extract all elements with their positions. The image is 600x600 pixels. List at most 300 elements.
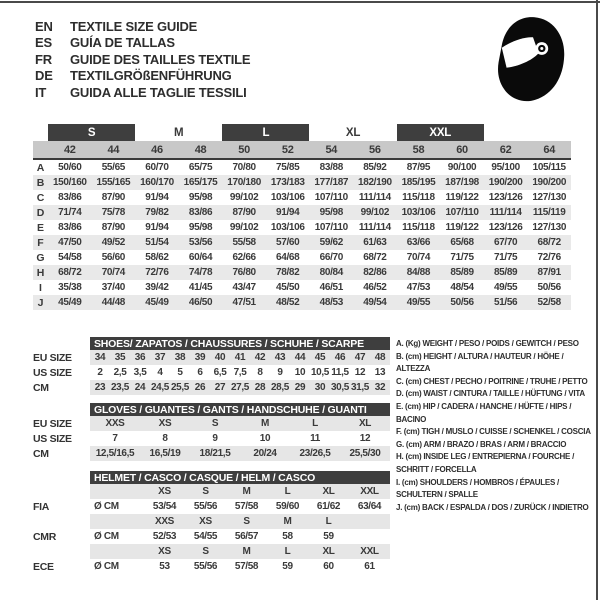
measure-row-c <box>33 190 571 205</box>
helmet-value: 55/56 <box>193 561 218 572</box>
language-code: IT <box>35 84 47 100</box>
measure-value: 49/52 <box>101 237 125 248</box>
measure-row-e <box>33 220 571 235</box>
measure-row-label: C <box>36 191 45 204</box>
measure-value: 95/98 <box>319 207 343 218</box>
measure-value: 58/62 <box>145 252 169 263</box>
helmet-standard-row <box>33 499 390 514</box>
measure-value: 82/86 <box>363 267 387 278</box>
legend-item: D. (cm) WAIST / CINTURA / TAILLE / HÜFTUNG / VITA <box>396 389 585 399</box>
shoes-value: 43 <box>274 352 286 363</box>
helmet-size-row <box>33 514 390 529</box>
helmet-value: 56/57 <box>234 531 259 542</box>
size-group-xl: XL <box>345 126 361 139</box>
measure-value: 115/119 <box>532 207 566 218</box>
measure-value: 103/106 <box>270 192 305 203</box>
measure-value: 68/72 <box>537 237 561 248</box>
measure-value: 64/68 <box>276 252 300 263</box>
row-label-spacer <box>33 141 48 158</box>
legend-item: I. (cm) SHOULDERS / HOMBROS / ÉPAULES / SCHULTERN / SPALLE <box>396 477 560 500</box>
shoes-value: 34 <box>94 352 106 363</box>
diameter-unit: Ø CM <box>94 561 119 572</box>
measure-value: 70/74 <box>406 252 431 263</box>
shoes-value: 35 <box>114 352 126 363</box>
shoes-value: 40 <box>214 352 226 363</box>
helmet-size-label: XXL <box>360 546 379 557</box>
helmet-standard-row <box>33 529 390 544</box>
language-title: GUIDA ALLE TAGLIE TESSILI <box>70 84 247 100</box>
helmet-value: 63/64 <box>357 501 382 512</box>
legend-item: G. (cm) ARM / BRAZO / BRAS / ARM / BRACCIO <box>396 439 567 449</box>
gloves-value: XS <box>158 418 172 429</box>
size-number: 54 <box>325 143 338 156</box>
helmet-size-label: M <box>242 546 251 557</box>
gloves-value: 16,5/19 <box>149 448 181 459</box>
gloves-row <box>33 416 390 431</box>
measure-row-label: H <box>36 266 45 279</box>
helmet-size-label: XXS <box>155 516 174 527</box>
gloves-value: M <box>261 418 269 429</box>
measure-value: 50/56 <box>537 282 561 293</box>
measure-value: 111/114 <box>358 222 391 233</box>
helmet-standard-values <box>90 529 390 544</box>
measure-value: 119/122 <box>445 192 479 203</box>
measure-value: 51/56 <box>493 297 518 308</box>
helmet-value: 53 <box>159 561 170 572</box>
helmet-value: 57/58 <box>234 561 259 572</box>
shoes-row-values <box>90 350 390 365</box>
helmet-size-labels <box>90 484 390 499</box>
measure-row-label: D <box>36 206 45 219</box>
measure-value: 190/200 <box>532 177 567 188</box>
measure-value: 90/100 <box>447 162 477 173</box>
gloves-row-values <box>90 416 390 431</box>
language-title: TEXTILGRÖßENFÜHRUNG <box>70 68 232 84</box>
standard-label: ECE <box>33 560 54 573</box>
measure-value: 103/106 <box>270 222 305 233</box>
helmet-standard-values <box>90 559 390 574</box>
measure-value: 49/55 <box>406 297 431 308</box>
gloves-value: 18/21,5 <box>199 448 231 459</box>
measure-value: 127/130 <box>532 222 567 233</box>
helmet-size-label: L <box>325 516 332 527</box>
measure-value: 190/200 <box>488 177 523 188</box>
gloves-value: 10 <box>259 433 271 444</box>
measure-row-a <box>33 160 571 175</box>
shoes-value: 12 <box>354 367 366 378</box>
gloves-size-table <box>33 403 390 461</box>
measure-value: 68/72 <box>363 252 387 263</box>
gloves-row-values <box>90 431 390 446</box>
shoes-value: 6,5 <box>213 367 227 378</box>
measure-value: 37/40 <box>101 282 125 293</box>
diameter-unit: Ø CM <box>94 501 119 512</box>
measure-value: 47/50 <box>58 237 82 248</box>
measure-value: 76/80 <box>232 267 256 278</box>
measure-value: 99/102 <box>229 192 259 203</box>
size-group-row <box>33 124 571 141</box>
gloves-row <box>33 431 390 446</box>
language-row <box>35 84 250 101</box>
measure-value: 62/66 <box>232 252 256 263</box>
helmet-standard-values <box>90 499 390 514</box>
size-group-spacer <box>484 124 528 141</box>
measure-value: 123/126 <box>488 222 523 233</box>
shoes-value: 27,5 <box>230 382 250 393</box>
helmet-size-label: L <box>284 546 291 557</box>
measure-value: 155/165 <box>96 177 131 188</box>
measure-value: 107/110 <box>445 207 479 218</box>
shoes-row <box>33 380 390 395</box>
measure-value: 99/102 <box>229 222 259 233</box>
measure-row-label: B <box>36 176 45 189</box>
measure-value: 103/106 <box>401 207 436 218</box>
language-code: DE <box>35 68 53 84</box>
gloves-table-title: GLOVES / GUANTES / GANTS / HANDSCHUHE / GUANTI <box>90 403 390 416</box>
size-number: 46 <box>151 143 163 156</box>
shoes-value: 46 <box>334 352 346 363</box>
measure-value: 54/58 <box>58 252 82 263</box>
size-number: 64 <box>543 143 556 156</box>
legend-item: C. (cm) CHEST / PECHO / POITRINE / TRUHE / PETTO <box>396 376 588 386</box>
measure-value: 177/187 <box>314 177 349 188</box>
gloves-value: 25,5/30 <box>349 448 381 459</box>
measure-row-label: J <box>37 296 44 309</box>
measure-row-b <box>33 175 571 190</box>
shoes-row-values <box>90 380 390 395</box>
measure-value: 95/98 <box>188 192 213 203</box>
shoes-value: 23,5 <box>110 382 130 393</box>
unit-spacer <box>90 484 144 499</box>
measure-value: 60/70 <box>145 162 169 173</box>
measure-value: 107/110 <box>314 222 348 233</box>
measure-value: 48/52 <box>276 297 300 308</box>
helmet-size-label: S <box>202 486 209 497</box>
measure-value: 44/48 <box>101 297 125 308</box>
helmet-value: 59/60 <box>275 501 300 512</box>
shoes-value: 41 <box>234 352 246 363</box>
shoes-value: 39 <box>194 352 206 363</box>
shoes-value: 10,5 <box>310 367 330 378</box>
measure-value: 165/175 <box>183 177 218 188</box>
legend-item: H. (cm) INSIDE LEG / ENTREPIERNA / FOURCHE / SCHRITT / FORCELLA <box>396 452 575 474</box>
measure-value: 61/63 <box>363 237 387 248</box>
helmet-value: 61 <box>364 561 375 572</box>
measure-value: 55/58 <box>232 237 256 248</box>
gloves-value: 12 <box>359 433 371 444</box>
accessory-tables <box>33 337 390 574</box>
measure-value: 87/95 <box>406 162 431 173</box>
shoes-value: 36 <box>134 352 146 363</box>
gloves-value: L <box>312 418 318 429</box>
measure-value: 83/88 <box>319 162 343 173</box>
shoes-value: 4 <box>157 367 163 378</box>
size-group-spacer <box>33 124 48 141</box>
shoes-value: 45 <box>314 352 326 363</box>
measure-value: 80/84 <box>319 267 343 278</box>
measure-value: 187/198 <box>445 177 479 188</box>
measure-row-g <box>33 250 571 265</box>
shoes-row-label: CM <box>33 381 49 394</box>
measure-value: 74/78 <box>188 267 213 278</box>
helmet-size-labels <box>90 544 390 559</box>
measure-value: 63/66 <box>406 237 431 248</box>
language-row <box>35 35 250 52</box>
size-group-s: S <box>48 124 135 141</box>
legend-item: E. (cm) HIP / CADERA / HANCHE / HÜFTE / HIPS / BACINO <box>396 401 572 424</box>
helmet-size-row-spacer <box>33 544 90 559</box>
helmet-value: 59 <box>282 561 293 572</box>
measure-value: 57/60 <box>276 237 300 248</box>
measure-value: 72/76 <box>537 252 561 263</box>
gloves-row-label: CM <box>33 447 49 460</box>
measure-value: 127/130 <box>532 192 567 203</box>
shoes-row-values <box>90 365 390 380</box>
measure-value: 72/76 <box>145 267 169 278</box>
measure-value: 95/98 <box>188 222 213 233</box>
measure-value: 111/114 <box>489 207 522 218</box>
measure-value: 87/91 <box>537 267 561 278</box>
measure-value: 47/51 <box>232 297 256 308</box>
measure-value: 115/118 <box>402 192 435 203</box>
measure-value: 84/88 <box>406 267 431 278</box>
measure-value: 65/68 <box>450 237 474 248</box>
measure-row-label: A <box>36 161 45 174</box>
measure-value: 75/85 <box>276 162 300 173</box>
size-number: 60 <box>456 143 468 156</box>
shoes-value: 30 <box>314 382 326 393</box>
measure-value: 48/53 <box>319 297 343 308</box>
measure-value: 91/94 <box>145 192 169 203</box>
legend-item: J. (cm) BACK / ESPALDA / DOS / ZURÜCK / INDIETRO <box>396 502 589 512</box>
size-number: 58 <box>412 143 425 156</box>
helmet-size-label: XS <box>158 486 171 497</box>
measure-value: 71/75 <box>493 252 518 263</box>
language-title: TEXTILE SIZE GUIDE <box>70 18 198 34</box>
size-number-row <box>33 141 571 160</box>
measure-value: 45/50 <box>276 282 300 293</box>
helmet-value: 54/55 <box>193 531 218 542</box>
helmet-size-label: XS <box>199 516 212 527</box>
measure-value: 170/180 <box>227 177 261 188</box>
measure-value: 119/122 <box>445 222 479 233</box>
helmet-table-title: HELMET / CASCO / CASQUE / HELM / CASCO <box>90 471 390 484</box>
diameter-unit: Ø CM <box>94 531 119 542</box>
measure-value: 45/49 <box>145 297 169 308</box>
measure-value: 53/56 <box>188 237 213 248</box>
frame-border-right <box>596 0 598 600</box>
gloves-value: 11 <box>310 433 320 444</box>
size-group-l: L <box>222 124 309 141</box>
measure-row-label: G <box>36 251 45 264</box>
language-row <box>35 68 250 85</box>
measure-value: 79/82 <box>145 207 169 218</box>
size-number: 56 <box>369 143 381 156</box>
measure-value: 59/62 <box>319 237 343 248</box>
gloves-value: S <box>211 418 219 429</box>
shoes-value: 25,5 <box>170 382 190 393</box>
helmet-size-label: XL <box>322 546 335 557</box>
helmet-value: 58 <box>282 531 293 542</box>
shoes-size-table <box>33 337 390 395</box>
gloves-value: 12,5/16,5 <box>95 448 135 459</box>
measure-value: 67/70 <box>493 237 518 248</box>
language-row <box>35 18 250 35</box>
helmet-size-label: L <box>284 486 291 497</box>
measure-value: 46/50 <box>188 297 213 308</box>
helmet-size-table <box>33 471 390 574</box>
measure-value: 71/74 <box>58 207 82 218</box>
size-number: 62 <box>499 143 512 156</box>
measure-value: 173/183 <box>270 177 305 188</box>
helmet-size-label: S <box>202 546 209 557</box>
measure-value: 41/45 <box>188 282 213 293</box>
shoes-value: 24 <box>134 382 146 393</box>
measure-value: 150/160 <box>52 177 87 188</box>
measure-value: 91/94 <box>145 222 169 233</box>
measure-value: 123/126 <box>488 192 523 203</box>
measure-value: 182/190 <box>358 177 392 188</box>
shoes-value: 28 <box>254 382 266 393</box>
garment-size-table <box>33 124 571 310</box>
measure-value: 115/118 <box>402 222 435 233</box>
shoes-row <box>33 350 390 365</box>
measure-value: 46/51 <box>319 282 343 293</box>
measure-value: 52/58 <box>537 297 561 308</box>
shoes-value: 7,5 <box>233 367 247 378</box>
helmet-value: 53/54 <box>152 501 177 512</box>
measure-value: 51/54 <box>145 237 169 248</box>
gloves-value: 7 <box>112 433 118 444</box>
helmet-size-label: M <box>242 486 251 497</box>
measure-value: 39/42 <box>145 282 169 293</box>
legend-item: A. (Kg) WEIGHT / PESO / POIDS / GEWITCH / PESO <box>396 339 579 348</box>
helmet-size-label: XL <box>322 486 335 497</box>
language-title: GUIDE DES TAILLES TEXTILE <box>70 51 251 67</box>
measure-value: 85/92 <box>363 162 387 173</box>
legend-item: F. (cm) TIGH / MUSLO / CUISSE / SCHENKEL / COSCIA <box>396 427 591 437</box>
gloves-row-label: EU SIZE <box>33 417 72 430</box>
measure-value: 83/86 <box>58 222 82 233</box>
shoes-value: 31,5 <box>350 382 370 393</box>
standard-label: CMR <box>33 530 57 543</box>
measure-value: 68/72 <box>58 267 82 278</box>
shoes-table-title: SHOES/ ZAPATOS / CHAUSSURES / SCHUHE / SCARPE <box>90 337 390 350</box>
shoes-value: 29 <box>294 382 306 393</box>
helmet-size-row-spacer <box>33 514 90 529</box>
measure-value: 87/90 <box>101 192 125 203</box>
measure-value: 66/70 <box>319 252 343 263</box>
measure-value: 105/115 <box>532 162 566 173</box>
shoes-value: 3,5 <box>133 367 147 378</box>
size-group-xxl: XXL <box>397 124 484 141</box>
helmet-icon <box>489 13 569 108</box>
shoes-value: 5 <box>177 367 183 378</box>
helmet-size-labels <box>90 514 390 529</box>
shoes-value: 11,5 <box>331 367 349 378</box>
measure-value: 46/52 <box>363 282 387 293</box>
unit-spacer <box>90 514 144 529</box>
language-code: FR <box>35 51 52 67</box>
gloves-value: 20/24 <box>253 448 277 459</box>
measure-value: 65/75 <box>188 162 213 173</box>
helmet-size-row <box>33 544 390 559</box>
language-row <box>35 51 250 68</box>
measure-value: 49/55 <box>493 282 518 293</box>
measurement-legend <box>396 338 592 514</box>
gloves-value: 9 <box>212 433 218 444</box>
shoes-value: 2,5 <box>113 367 127 378</box>
measure-row-label: E <box>36 221 44 234</box>
shoes-value: 28,5 <box>270 382 290 393</box>
shoes-row <box>33 365 390 380</box>
measure-value: 50/56 <box>450 297 474 308</box>
measure-value: 83/86 <box>188 207 213 218</box>
helmet-size-label: XS <box>158 546 171 557</box>
measure-row-i <box>33 280 571 295</box>
shoes-value: 44 <box>294 352 306 363</box>
shoes-value: 26 <box>194 382 206 393</box>
shoes-value: 27 <box>214 382 226 393</box>
measure-value: 78/82 <box>276 267 300 278</box>
helmet-size-label: M <box>283 516 292 527</box>
measure-value: 56/60 <box>101 252 125 263</box>
shoes-value: 24,5 <box>150 382 170 393</box>
measure-row-d <box>33 205 571 220</box>
language-title-list <box>35 18 250 101</box>
shoes-value: 23 <box>94 382 106 393</box>
measure-row-label: F <box>37 236 44 249</box>
measure-row-label: I <box>39 281 42 294</box>
measure-value: 71/75 <box>450 252 474 263</box>
measure-value: 91/94 <box>276 207 300 218</box>
measure-value: 48/54 <box>450 282 474 293</box>
shoes-value: 6 <box>197 367 203 378</box>
gloves-value: 8 <box>162 433 168 444</box>
size-number: 44 <box>107 143 120 156</box>
helmet-value: 61/62 <box>316 501 341 512</box>
language-title: GUÍA DE TALLAS <box>70 35 175 51</box>
helmet-value: 55/56 <box>193 501 218 512</box>
helmet-value: 60 <box>323 561 334 572</box>
shoes-value: 30,5 <box>330 382 350 393</box>
size-number: 42 <box>63 143 76 156</box>
measure-value: 75/78 <box>101 207 125 218</box>
measure-value: 60/64 <box>188 252 213 263</box>
helmet-value: 59 <box>323 531 334 542</box>
gloves-value: 23/26,5 <box>299 448 331 459</box>
measure-value: 35/38 <box>58 282 82 293</box>
measure-value: 111/114 <box>358 192 391 203</box>
measure-value: 107/110 <box>314 192 348 203</box>
measure-value: 87/90 <box>232 207 256 218</box>
gloves-value: XXS <box>105 418 125 429</box>
measure-value: 87/90 <box>101 222 125 233</box>
shoes-row-label: US SIZE <box>33 366 72 379</box>
shoes-value: 10 <box>294 367 306 378</box>
measure-value: 49/54 <box>363 297 387 308</box>
language-code: EN <box>35 18 53 34</box>
shoes-value: 38 <box>174 352 186 363</box>
legend-item: B. (cm) HEIGHT / ALTURA / HAUTEUR / HÖHE / ALTEZZA <box>396 351 564 374</box>
measure-value: 43/47 <box>232 282 256 293</box>
gloves-value: XL <box>358 418 372 429</box>
shoes-row-label: EU SIZE <box>33 351 72 364</box>
gloves-row <box>33 446 390 461</box>
shoes-value: 42 <box>254 352 266 363</box>
measure-value: 83/86 <box>58 192 82 203</box>
measure-row-j <box>33 295 571 310</box>
